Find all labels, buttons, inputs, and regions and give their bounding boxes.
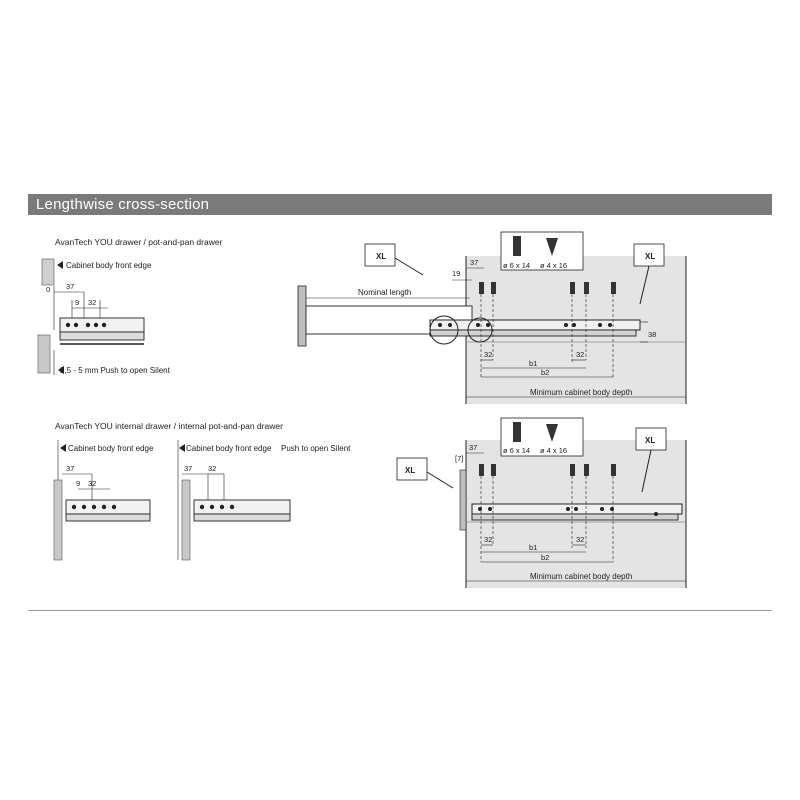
- section2-title: AvanTech YOU internal drawer / internal pot-and-pan drawer: [55, 421, 283, 431]
- dim-37-label: 37: [66, 282, 75, 291]
- section2-drawing: [54, 421, 351, 560]
- page-title: Lengthwise cross-section: [36, 196, 210, 213]
- screw-icon: [513, 422, 521, 442]
- dim-19-label: 19: [452, 269, 461, 278]
- b1-bottom-label: b1: [529, 543, 538, 552]
- screw2-label: ø 4 x 16: [540, 261, 568, 270]
- drawer-front-panel: [298, 286, 306, 346]
- dim-32b-label: 32: [576, 350, 585, 359]
- cabinet-side-panel: [182, 480, 190, 560]
- screw1-label: ø 6 x 14: [503, 261, 531, 270]
- section2-left-dim-37: 37: [66, 464, 75, 473]
- section2-right-front-edge-label: Cabinet body front edge: [186, 444, 272, 453]
- b1-label: b1: [529, 359, 538, 368]
- xl-bottom-right-label: XL: [645, 436, 656, 445]
- section2-left-dim-9: 9: [76, 479, 81, 488]
- screw1-bottom-label: ø 6 x 14: [503, 446, 531, 455]
- xl-left-label: XL: [376, 252, 387, 261]
- xl-right-label: XL: [645, 252, 656, 261]
- section2-right-dim-32: 32: [208, 464, 217, 473]
- front-edge-arrow-icon: [179, 444, 185, 452]
- b2-bottom-label: b2: [541, 553, 550, 562]
- section2-left-dim-32: 32: [88, 479, 97, 488]
- b2-label: b2: [541, 368, 550, 377]
- drawer-front-panel: [460, 470, 466, 530]
- dim-32a-bottom-label: 32: [484, 535, 493, 544]
- cabinet-front-block: [42, 259, 54, 285]
- section2-right-push-note: Push to open Silent: [281, 444, 351, 453]
- diagram-bottom: [397, 418, 686, 588]
- dim-32a-label: 32: [484, 350, 493, 359]
- min-depth-top-label: Minimum cabinet body depth: [530, 388, 633, 397]
- dim-32-label: 32: [88, 298, 97, 307]
- section2-right-dim-37: 37: [184, 464, 193, 473]
- section1-title: AvanTech YOU drawer / pot-and-pan drawer: [55, 237, 223, 247]
- front-edge-arrow-icon: [57, 261, 63, 269]
- dim-37-bottom-label: 37: [469, 443, 478, 452]
- dim-32b-bottom-label: 32: [576, 535, 585, 544]
- section1-front-edge-label: Cabinet body front edge: [66, 261, 152, 270]
- screw-icon: [513, 236, 521, 256]
- diagram-top: [298, 232, 686, 404]
- min-depth-bottom-label: Minimum cabinet body depth: [530, 572, 633, 581]
- dim-38-label: 38: [648, 330, 657, 339]
- drawer-front-panel: [38, 335, 50, 373]
- dim-9-label: 9: [75, 298, 80, 307]
- screw2-bottom-label: ø 4 x 16: [540, 446, 568, 455]
- xl-bottom-left-label: XL: [405, 466, 416, 475]
- section2-left-front-edge-label: Cabinet body front edge: [68, 444, 154, 453]
- dim-7-label: [7]: [455, 454, 464, 463]
- nominal-length-label: Nominal length: [358, 288, 412, 297]
- cabinet-side-panel: [54, 480, 62, 560]
- dim-37-top-label: 37: [470, 258, 479, 267]
- section1-push-note: 2,5 - 5 mm Push to open Silent: [60, 366, 170, 375]
- section1-drawing: [38, 237, 223, 375]
- dim-0-label: 0: [46, 285, 51, 294]
- front-edge-arrow-icon: [60, 444, 66, 452]
